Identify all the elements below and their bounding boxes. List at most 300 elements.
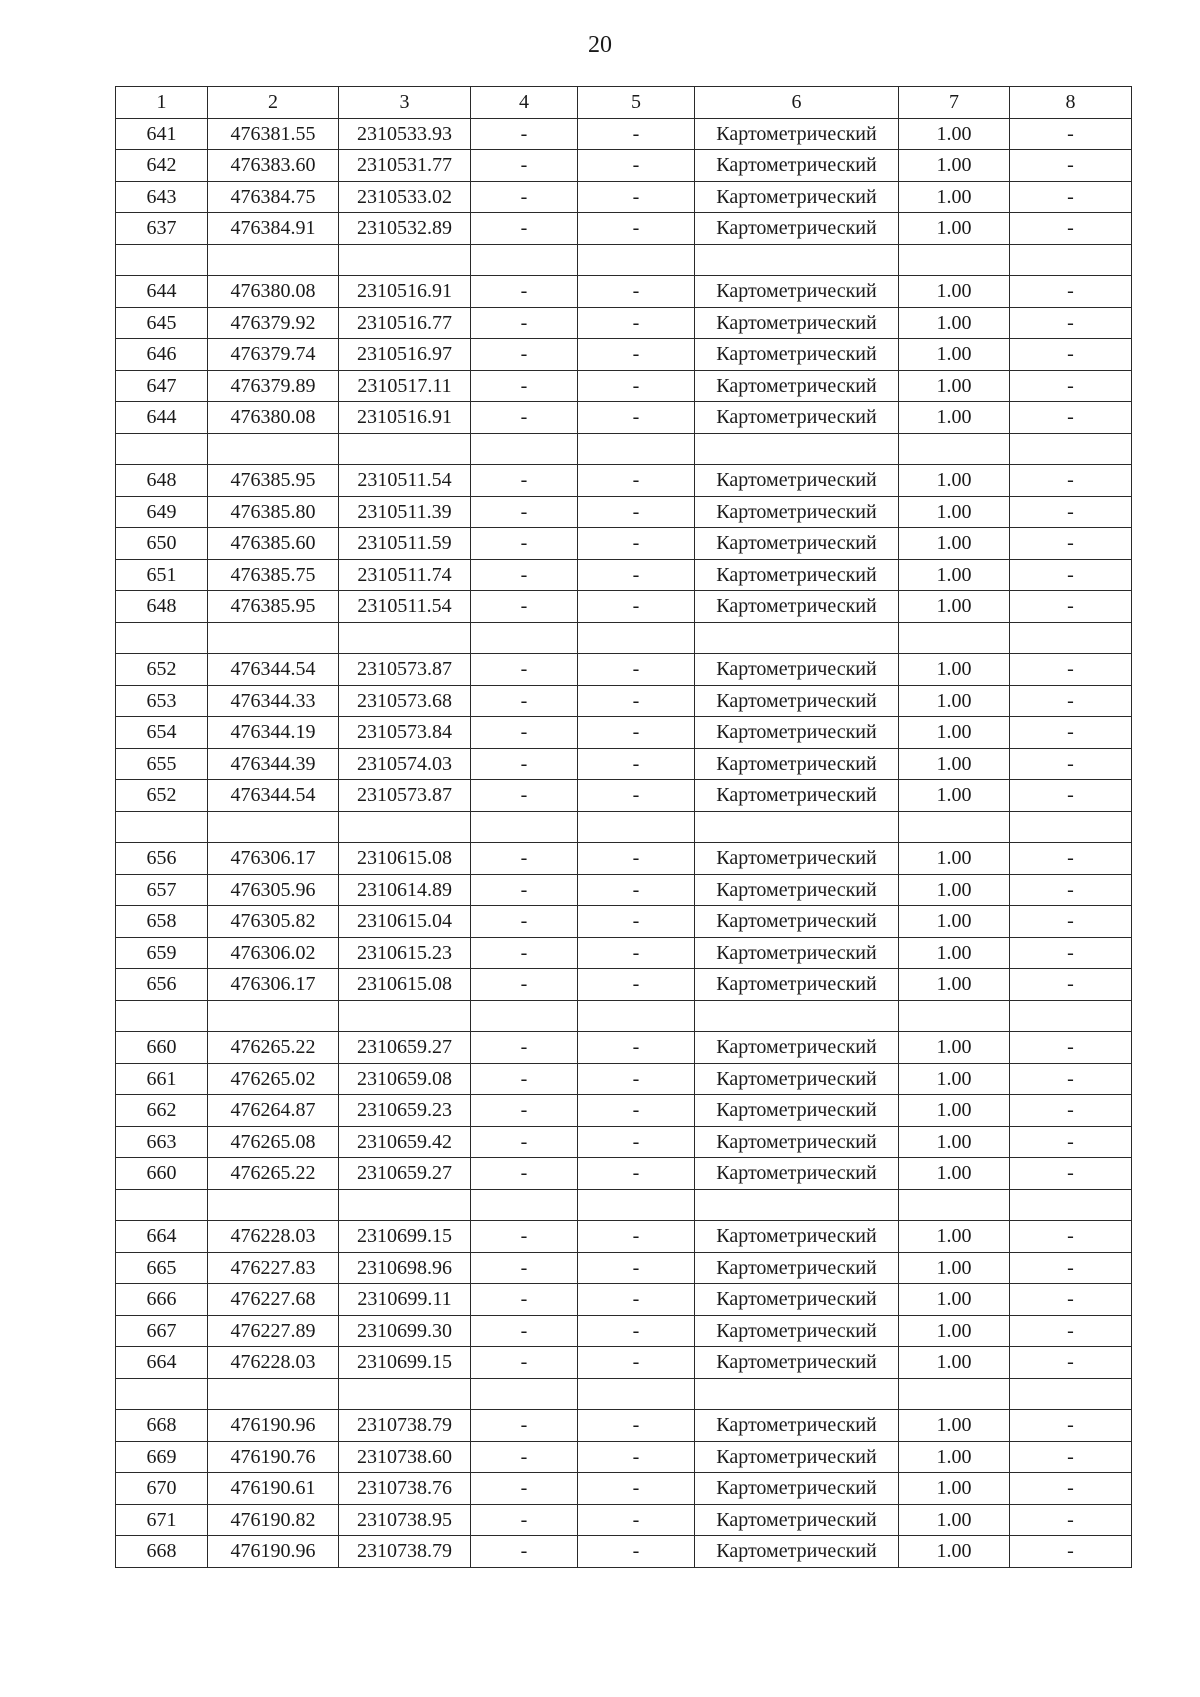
table-cell: Картометрический (695, 339, 899, 371)
table-row (116, 1410, 1132, 1442)
table-cell: 476384.75 (208, 181, 339, 213)
table-cell: - (1010, 1536, 1132, 1568)
empty-cell (208, 1189, 339, 1221)
table-cell: - (578, 1410, 695, 1442)
table-cell: - (1010, 307, 1132, 339)
table-row (116, 1126, 1132, 1158)
table-cell: 2310615.04 (339, 906, 471, 938)
empty-cell (578, 1189, 695, 1221)
table-header-row (116, 87, 1132, 119)
group-separator-row (116, 1000, 1132, 1032)
table-cell: 1.00 (899, 118, 1010, 150)
table-cell: Картометрический (695, 1158, 899, 1190)
table-cell: 2310511.54 (339, 465, 471, 497)
table-row (116, 685, 1132, 717)
table-row (116, 937, 1132, 969)
table-cell: - (578, 181, 695, 213)
empty-cell (116, 1189, 208, 1221)
table-cell: - (471, 1441, 578, 1473)
table-cell: - (471, 118, 578, 150)
empty-cell (471, 1000, 578, 1032)
table-cell: 1.00 (899, 1347, 1010, 1379)
table-cell: 667 (116, 1315, 208, 1347)
empty-cell (695, 244, 899, 276)
empty-cell (1010, 244, 1132, 276)
table-cell: 476227.83 (208, 1252, 339, 1284)
table-cell: 1.00 (899, 654, 1010, 686)
table-cell: 476265.22 (208, 1158, 339, 1190)
empty-cell (116, 811, 208, 843)
table-cell: 1.00 (899, 1441, 1010, 1473)
table-cell: - (1010, 654, 1132, 686)
table-cell: - (578, 1095, 695, 1127)
table-cell: 2310738.79 (339, 1536, 471, 1568)
table-cell: Картометрический (695, 1284, 899, 1316)
table-row (116, 1473, 1132, 1505)
table-cell: - (1010, 1347, 1132, 1379)
table-cell: 476305.82 (208, 906, 339, 938)
table-row (116, 150, 1132, 182)
table-cell: 476384.91 (208, 213, 339, 245)
table-cell: 1.00 (899, 213, 1010, 245)
column-header: 1 (116, 87, 208, 119)
table-cell: - (1010, 1504, 1132, 1536)
table-row (116, 1252, 1132, 1284)
table-cell: 476380.08 (208, 402, 339, 434)
table-cell: Картометрический (695, 1315, 899, 1347)
table-cell: 2310615.23 (339, 937, 471, 969)
table-cell: 476306.17 (208, 969, 339, 1001)
table-cell: - (578, 1063, 695, 1095)
table-cell: - (578, 559, 695, 591)
table-cell: 1.00 (899, 1221, 1010, 1253)
empty-cell (695, 1378, 899, 1410)
table-cell: 648 (116, 465, 208, 497)
table-cell: - (471, 402, 578, 434)
table-cell: 647 (116, 370, 208, 402)
empty-cell (899, 1189, 1010, 1221)
table-cell: - (471, 1126, 578, 1158)
table-cell: 649 (116, 496, 208, 528)
table-cell: 1.00 (899, 969, 1010, 1001)
table-row (116, 213, 1132, 245)
table-cell: 476190.96 (208, 1410, 339, 1442)
empty-cell (1010, 622, 1132, 654)
table-cell: - (471, 276, 578, 308)
table-cell: - (1010, 1063, 1132, 1095)
table-cell: - (1010, 370, 1132, 402)
table-cell: - (578, 307, 695, 339)
table-row (116, 307, 1132, 339)
table-cell: 1.00 (899, 1315, 1010, 1347)
empty-cell (339, 811, 471, 843)
table-cell: 1.00 (899, 937, 1010, 969)
table-cell: - (578, 118, 695, 150)
table-cell: 668 (116, 1536, 208, 1568)
table-cell: - (578, 874, 695, 906)
table-cell: - (471, 937, 578, 969)
column-header: 8 (1010, 87, 1132, 119)
table-cell: 2310511.74 (339, 559, 471, 591)
table-cell: 651 (116, 559, 208, 591)
table-cell: - (578, 339, 695, 371)
table-row (116, 1504, 1132, 1536)
group-separator-row (116, 622, 1132, 654)
empty-cell (339, 622, 471, 654)
column-header: 6 (695, 87, 899, 119)
table-cell: - (471, 370, 578, 402)
table-cell: - (1010, 528, 1132, 560)
table-cell: - (578, 906, 695, 938)
table-cell: - (578, 1252, 695, 1284)
table-row (116, 1315, 1132, 1347)
table-cell: 2310659.27 (339, 1032, 471, 1064)
page-number: 20 (588, 32, 612, 58)
table-cell: 1.00 (899, 496, 1010, 528)
table-cell: - (1010, 1284, 1132, 1316)
table-cell: 2310532.89 (339, 213, 471, 245)
table-cell: 476228.03 (208, 1221, 339, 1253)
table-cell: 1.00 (899, 1252, 1010, 1284)
table-cell: 476265.08 (208, 1126, 339, 1158)
empty-cell (116, 1378, 208, 1410)
table-cell: - (471, 1536, 578, 1568)
table-cell: 669 (116, 1441, 208, 1473)
table-cell: - (578, 969, 695, 1001)
table-cell: - (1010, 1032, 1132, 1064)
table-cell: - (1010, 559, 1132, 591)
table-cell: - (471, 1252, 578, 1284)
table-cell: 476265.02 (208, 1063, 339, 1095)
table-row (116, 1095, 1132, 1127)
empty-cell (208, 1378, 339, 1410)
table-cell: - (471, 496, 578, 528)
table-cell: 476190.82 (208, 1504, 339, 1536)
column-header: 3 (339, 87, 471, 119)
table-row (116, 717, 1132, 749)
empty-cell (471, 622, 578, 654)
table-cell: 641 (116, 118, 208, 150)
empty-cell (695, 433, 899, 465)
table-cell: - (578, 591, 695, 623)
table-row (116, 1032, 1132, 1064)
empty-cell (1010, 1378, 1132, 1410)
table-cell: - (578, 717, 695, 749)
table-row (116, 465, 1132, 497)
table-cell: - (1010, 276, 1132, 308)
table-cell: - (471, 1063, 578, 1095)
table-cell: - (578, 370, 695, 402)
table-cell: - (578, 780, 695, 812)
column-header: 4 (471, 87, 578, 119)
table-cell: 1.00 (899, 1095, 1010, 1127)
table-cell: 2310659.23 (339, 1095, 471, 1127)
group-separator-row (116, 244, 1132, 276)
table-cell: 654 (116, 717, 208, 749)
empty-cell (695, 1189, 899, 1221)
table-cell: 476385.75 (208, 559, 339, 591)
table-cell: 653 (116, 685, 208, 717)
empty-cell (116, 1000, 208, 1032)
table-cell: Картометрический (695, 118, 899, 150)
table-cell: 476344.39 (208, 748, 339, 780)
table-cell: 476306.02 (208, 937, 339, 969)
table-cell: 652 (116, 780, 208, 812)
table-cell: - (1010, 465, 1132, 497)
table-cell: 656 (116, 843, 208, 875)
table-cell: 646 (116, 339, 208, 371)
table-cell: 476344.19 (208, 717, 339, 749)
table-cell: - (578, 685, 695, 717)
table-cell: 671 (116, 1504, 208, 1536)
table-row (116, 1347, 1132, 1379)
table-cell: - (1010, 1473, 1132, 1505)
table-row (116, 1221, 1132, 1253)
table-cell: 664 (116, 1221, 208, 1253)
table-cell: 476379.89 (208, 370, 339, 402)
table-cell: 1.00 (899, 528, 1010, 560)
empty-cell (1010, 1189, 1132, 1221)
table-row (116, 906, 1132, 938)
empty-cell (695, 1000, 899, 1032)
table-row (116, 591, 1132, 623)
table-cell: 1.00 (899, 1284, 1010, 1316)
table-row (116, 370, 1132, 402)
empty-cell (578, 1378, 695, 1410)
empty-cell (578, 1000, 695, 1032)
table-cell: - (471, 906, 578, 938)
table-cell: Картометрический (695, 276, 899, 308)
table-cell: 2310517.11 (339, 370, 471, 402)
table-row (116, 528, 1132, 560)
empty-cell (208, 433, 339, 465)
table-row (116, 181, 1132, 213)
table-cell: 2310615.08 (339, 843, 471, 875)
table-cell: - (471, 528, 578, 560)
table-body (116, 118, 1132, 1567)
table-cell: - (1010, 1221, 1132, 1253)
empty-cell (208, 244, 339, 276)
table-cell: 664 (116, 1347, 208, 1379)
table-cell: - (578, 1158, 695, 1190)
table-cell: - (471, 150, 578, 182)
table-cell: 476190.61 (208, 1473, 339, 1505)
table-cell: - (578, 654, 695, 686)
table-cell: 1.00 (899, 307, 1010, 339)
table-cell: 1.00 (899, 780, 1010, 812)
table-cell: Картометрический (695, 937, 899, 969)
table-cell: Картометрический (695, 370, 899, 402)
table-cell: 652 (116, 654, 208, 686)
table-cell: - (471, 717, 578, 749)
empty-cell (471, 244, 578, 276)
group-separator-row (116, 433, 1132, 465)
table-cell: - (1010, 906, 1132, 938)
table-cell: - (578, 1473, 695, 1505)
table-cell: 2310699.15 (339, 1221, 471, 1253)
column-header: 2 (208, 87, 339, 119)
table-cell: 1.00 (899, 1473, 1010, 1505)
table-cell: - (1010, 1095, 1132, 1127)
table-cell: 2310659.08 (339, 1063, 471, 1095)
empty-cell (695, 622, 899, 654)
table-cell: - (471, 685, 578, 717)
table-cell: 662 (116, 1095, 208, 1127)
table-cell: 476385.80 (208, 496, 339, 528)
table-row (116, 780, 1132, 812)
table-cell: - (578, 1284, 695, 1316)
table-cell: 1.00 (899, 843, 1010, 875)
table-cell: - (1010, 1315, 1132, 1347)
table-cell: 476383.60 (208, 150, 339, 182)
table-cell: 659 (116, 937, 208, 969)
table-cell: 1.00 (899, 1063, 1010, 1095)
empty-cell (339, 433, 471, 465)
table-cell: 476264.87 (208, 1095, 339, 1127)
empty-cell (578, 244, 695, 276)
table-cell: 665 (116, 1252, 208, 1284)
table-cell: - (471, 654, 578, 686)
table-cell: 2310699.30 (339, 1315, 471, 1347)
table-cell: Картометрический (695, 685, 899, 717)
empty-cell (578, 433, 695, 465)
table-cell: 476190.76 (208, 1441, 339, 1473)
empty-cell (471, 1378, 578, 1410)
table-cell: Картометрический (695, 874, 899, 906)
table-cell: 476379.74 (208, 339, 339, 371)
table-cell: 660 (116, 1158, 208, 1190)
table-cell: - (471, 559, 578, 591)
table-cell: - (578, 937, 695, 969)
table-cell: 2310533.02 (339, 181, 471, 213)
table-cell: 1.00 (899, 181, 1010, 213)
table-cell: 476265.22 (208, 1032, 339, 1064)
empty-cell (208, 622, 339, 654)
coordinates-table (115, 86, 1132, 1568)
empty-cell (1010, 811, 1132, 843)
table-cell: - (471, 339, 578, 371)
table-cell: 1.00 (899, 1032, 1010, 1064)
table-cell: Картометрический (695, 1063, 899, 1095)
table-cell: - (578, 1032, 695, 1064)
table-cell: - (1010, 118, 1132, 150)
table-cell: 476385.95 (208, 591, 339, 623)
table-cell: - (471, 591, 578, 623)
table-row (116, 1284, 1132, 1316)
table-cell: 476190.96 (208, 1536, 339, 1568)
table-cell: 476227.68 (208, 1284, 339, 1316)
table-cell: 670 (116, 1473, 208, 1505)
empty-cell (1010, 1000, 1132, 1032)
table-cell: 476344.54 (208, 780, 339, 812)
table-cell: - (471, 780, 578, 812)
table-cell: 2310516.97 (339, 339, 471, 371)
table-cell: 2310516.91 (339, 276, 471, 308)
table-cell: Картометрический (695, 717, 899, 749)
table-cell: 644 (116, 402, 208, 434)
table-cell: 2310738.76 (339, 1473, 471, 1505)
table-cell: 2310511.59 (339, 528, 471, 560)
table-cell: - (1010, 937, 1132, 969)
table-cell: 1.00 (899, 150, 1010, 182)
table-row (116, 1063, 1132, 1095)
table-row (116, 339, 1132, 371)
table-cell: 2310659.27 (339, 1158, 471, 1190)
table-cell: Картометрический (695, 307, 899, 339)
table-cell: 476305.96 (208, 874, 339, 906)
table-cell: 668 (116, 1410, 208, 1442)
table-cell: 648 (116, 591, 208, 623)
table-cell: - (471, 1347, 578, 1379)
column-header: 7 (899, 87, 1010, 119)
table-cell: 650 (116, 528, 208, 560)
column-header: 5 (578, 87, 695, 119)
empty-cell (578, 622, 695, 654)
table-cell: - (1010, 402, 1132, 434)
empty-cell (339, 1378, 471, 1410)
empty-cell (899, 1378, 1010, 1410)
group-separator-row (116, 1189, 1132, 1221)
table-cell: - (1010, 780, 1132, 812)
table-cell: 2310614.89 (339, 874, 471, 906)
table-cell: - (471, 181, 578, 213)
table-cell: Картометрический (695, 1126, 899, 1158)
table-cell: 476227.89 (208, 1315, 339, 1347)
empty-cell (1010, 433, 1132, 465)
table-row (116, 559, 1132, 591)
table-cell: - (1010, 150, 1132, 182)
table-cell: 1.00 (899, 1410, 1010, 1442)
table-cell: 663 (116, 1126, 208, 1158)
empty-cell (471, 1189, 578, 1221)
table-cell: - (1010, 1252, 1132, 1284)
table-cell: Картометрический (695, 465, 899, 497)
table-cell: 2310659.42 (339, 1126, 471, 1158)
table-cell: 1.00 (899, 748, 1010, 780)
table-cell: 2310699.15 (339, 1347, 471, 1379)
table-row (116, 654, 1132, 686)
empty-cell (899, 1000, 1010, 1032)
table-cell: - (578, 1536, 695, 1568)
table-cell: Картометрический (695, 780, 899, 812)
table-cell: Картометрический (695, 1410, 899, 1442)
table-cell: - (1010, 1441, 1132, 1473)
table-cell: - (578, 1441, 695, 1473)
table-cell: Картометрический (695, 402, 899, 434)
table-cell: 1.00 (899, 402, 1010, 434)
table-cell: 656 (116, 969, 208, 1001)
table-cell: 2310574.03 (339, 748, 471, 780)
table-cell: 1.00 (899, 591, 1010, 623)
table-cell: 2310698.96 (339, 1252, 471, 1284)
table-cell: 476381.55 (208, 118, 339, 150)
table-cell: - (471, 969, 578, 1001)
table-cell: 2310511.39 (339, 496, 471, 528)
table-row (116, 874, 1132, 906)
table-cell: 2310615.08 (339, 969, 471, 1001)
table-cell: - (578, 465, 695, 497)
table-row (116, 1441, 1132, 1473)
table-cell: 476385.60 (208, 528, 339, 560)
table-cell: - (578, 1315, 695, 1347)
table-cell: Картометрический (695, 969, 899, 1001)
empty-cell (208, 811, 339, 843)
table-cell: Картометрический (695, 496, 899, 528)
table-cell: - (1010, 874, 1132, 906)
table-cell: 643 (116, 181, 208, 213)
table-row (116, 843, 1132, 875)
table-cell: 1.00 (899, 1536, 1010, 1568)
